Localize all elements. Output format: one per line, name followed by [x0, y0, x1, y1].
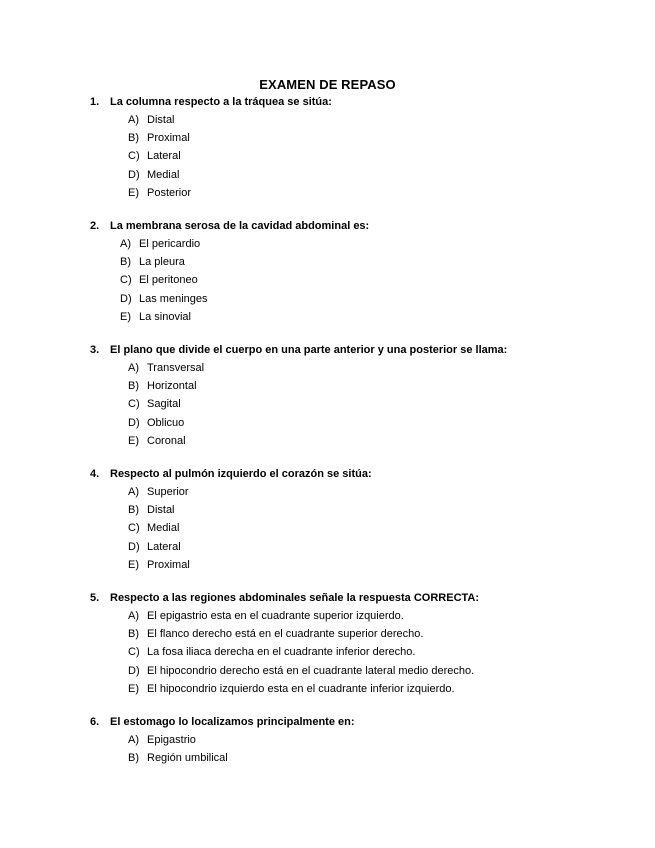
question-text: El plano que divide el cuerpo en una parte anterior y una posterior se llama: [110, 344, 508, 356]
option-letter: C) [128, 150, 140, 163]
option-text: Medial [147, 168, 180, 181]
option-letter: B) [120, 256, 131, 269]
question-text: El estomago lo localizamos principalmente en: [110, 716, 355, 728]
option-text: Región umbilical [147, 752, 228, 765]
option-text: Lateral [147, 150, 181, 163]
option-b [90, 625, 630, 643]
option-text: La fosa iliaca derecha en el cuadrante inferior derecho. [147, 646, 416, 659]
option-letter: B) [128, 380, 139, 393]
question-4 [90, 465, 630, 574]
question-heading [90, 341, 630, 359]
option-text: La sinovial [139, 310, 191, 323]
option-letter: E) [128, 558, 139, 571]
question-number: 2. [90, 220, 100, 232]
option-letter: A) [128, 114, 139, 126]
option-letter: A) [128, 362, 139, 374]
question-number: 3. [90, 344, 100, 356]
option-a [90, 483, 630, 501]
option-a [90, 359, 630, 377]
option-letter: C) [120, 274, 132, 287]
option-letter: D) [128, 540, 140, 553]
option-letter: C) [128, 522, 140, 535]
option-letter: B) [128, 504, 139, 517]
option-letter: A) [128, 734, 139, 746]
option-b [90, 501, 630, 519]
option-text: Epigastrio [147, 734, 196, 746]
option-e [90, 556, 630, 574]
option-c [90, 147, 630, 165]
question-number: 6. [90, 716, 100, 728]
option-letter: D) [128, 168, 140, 181]
option-e [90, 680, 630, 698]
question-heading [90, 217, 630, 235]
option-c [90, 395, 630, 413]
question-6 [90, 713, 630, 767]
option-text: Distal [147, 504, 175, 517]
option-a [90, 731, 630, 749]
question-3 [90, 341, 630, 450]
option-letter: A) [128, 610, 139, 622]
option-text: Proximal [147, 558, 190, 571]
option-letter: B) [128, 628, 139, 641]
question-text: La columna respecto a la tráquea se sitúa: [110, 96, 332, 108]
options-list [90, 607, 630, 698]
page-title: EXAMEN DE REPASO [259, 77, 396, 92]
option-text: El hipocondrio izquierdo esta en el cuadrante inferior izquierdo. [147, 682, 455, 695]
question-2 [90, 217, 630, 326]
question-heading [90, 713, 630, 731]
options-list [90, 111, 630, 202]
option-letter: E) [128, 186, 139, 199]
option-text: El pericardio [139, 238, 201, 250]
options-list [90, 731, 630, 767]
option-d [90, 414, 630, 432]
option-text: El epigastrio esta en el cuadrante superior izquierdo. [147, 610, 404, 622]
option-text: Superior [147, 486, 189, 498]
option-a [90, 607, 630, 625]
option-letter: B) [128, 752, 139, 765]
option-text: Transversal [147, 362, 205, 374]
option-text: El flanco derecho está en el cuadrante superior derecho. [147, 628, 424, 641]
option-letter: B) [128, 132, 139, 145]
option-b [90, 749, 630, 767]
option-letter: D) [128, 664, 140, 677]
question-text: La membrana serosa de la cavidad abdominal es: [110, 220, 370, 232]
option-text: Medial [147, 522, 180, 535]
option-b [90, 129, 630, 147]
option-text: Posterior [147, 186, 192, 199]
option-text: Lateral [147, 540, 181, 553]
option-c [90, 271, 630, 289]
question-text: Respecto al pulmón izquierdo el corazón se sitúa: [110, 468, 372, 480]
option-letter: C) [128, 646, 140, 659]
option-letter: D) [120, 292, 132, 305]
option-text: Oblicuo [147, 416, 185, 429]
option-e [90, 432, 630, 450]
option-letter: A) [120, 238, 131, 250]
option-text: Sagital [147, 398, 181, 411]
option-d [90, 166, 630, 184]
question-number: 4. [90, 468, 100, 480]
option-letter: C) [128, 398, 140, 411]
question-number: 5. [90, 592, 100, 604]
option-e [90, 184, 630, 202]
options-list [90, 483, 630, 574]
option-b [90, 253, 630, 271]
question-text: Respecto a las regiones abdominales señale la respuesta CORRECTA: [110, 592, 480, 604]
question-1 [90, 93, 630, 202]
option-d [90, 290, 630, 308]
option-letter: D) [128, 416, 140, 429]
option-text: El hipocondrio derecho está en el cuadrante lateral medio derecho. [147, 664, 475, 677]
option-c [90, 519, 630, 537]
option-letter: E) [128, 682, 139, 695]
options-list [90, 359, 630, 450]
option-text: Horizontal [147, 380, 197, 393]
option-a [90, 111, 630, 129]
option-e [90, 308, 630, 326]
option-letter: E) [128, 434, 139, 447]
option-a [90, 235, 630, 253]
option-text: Las meninges [139, 292, 208, 305]
option-text: Proximal [147, 132, 190, 145]
option-d [90, 538, 630, 556]
option-d [90, 662, 630, 680]
question-5 [90, 589, 630, 698]
option-text: Distal [147, 114, 175, 126]
options-list [90, 235, 630, 326]
option-b [90, 377, 630, 395]
option-text: Coronal [147, 434, 186, 447]
question-heading [90, 465, 630, 483]
option-text: El peritoneo [139, 274, 198, 287]
question-number: 1. [90, 96, 100, 108]
question-heading [90, 589, 630, 607]
option-letter: A) [128, 486, 139, 498]
option-c [90, 643, 630, 661]
option-letter: E) [120, 310, 131, 323]
option-text: La pleura [139, 256, 185, 269]
question-heading [90, 93, 630, 111]
